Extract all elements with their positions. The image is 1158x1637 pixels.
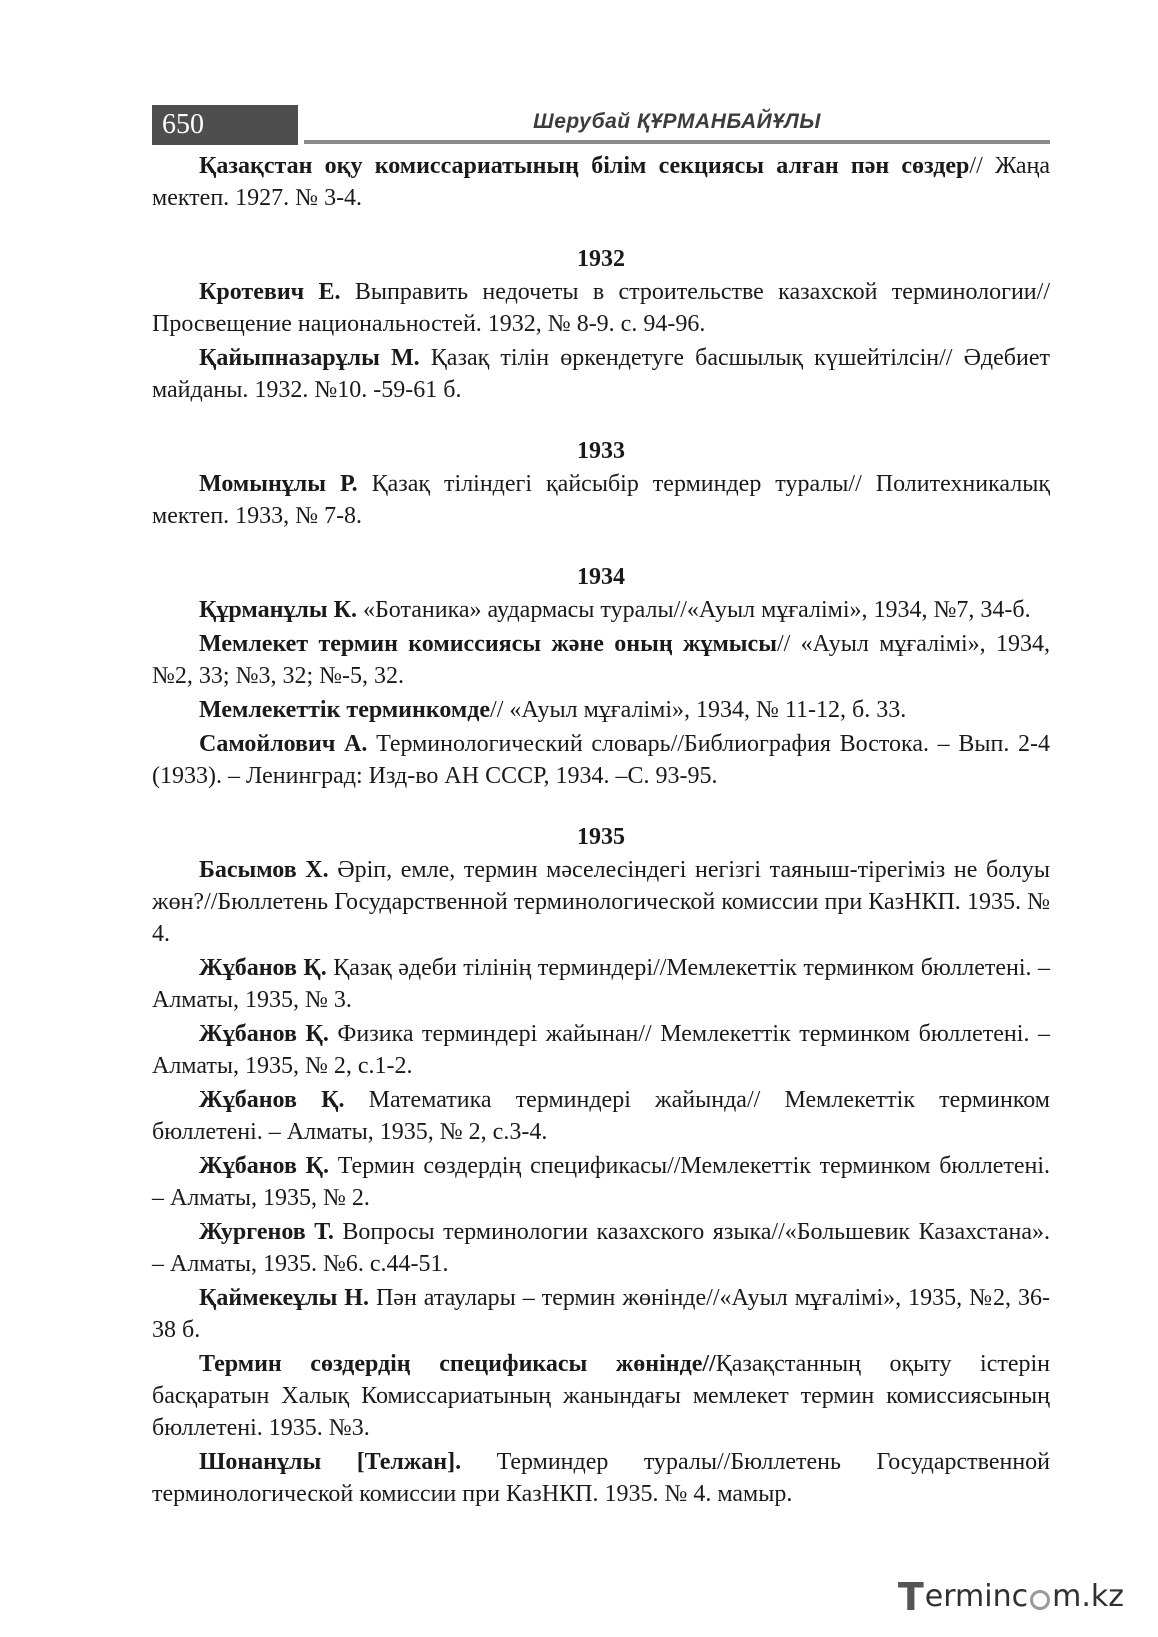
entry-author: Мемлекеттік терминкомде bbox=[199, 697, 491, 723]
entry-author: Жұбанов Қ. bbox=[199, 1087, 345, 1113]
termincom-watermark bbox=[897, 1575, 1124, 1619]
bibliography-entry bbox=[152, 1018, 1050, 1082]
page-number: 650 bbox=[152, 105, 298, 145]
bibliography-entry bbox=[152, 342, 1050, 406]
bibliography-entry bbox=[152, 150, 1050, 214]
bibliography-entry bbox=[152, 1348, 1050, 1444]
entry-citation: Қазақстанның оқыту істерін басқаратын Халық Комиссариатының жанындағы мемлекет термин комиссиясының бюллетені. 1935. №3. bbox=[152, 1351, 1050, 1441]
watermark-text-1: erminc bbox=[924, 1579, 1029, 1614]
entry-author: Самойлович А. bbox=[199, 731, 368, 757]
entry-citation: Қазақ әдеби тілінің терминдері//Мемлекеттік терминком бюллетені. – Алматы, 1935, № 3. bbox=[152, 955, 1050, 1013]
entry-author: Қаймекеұлы Н. bbox=[199, 1285, 369, 1311]
entry-citation: Физика терминдері жайынан// Мемлекеттік терминком бюллетені. – Алматы, 1935, № 2, с.1-2. bbox=[152, 1021, 1050, 1079]
entry-citation: «Ботаника» аудармасы туралы//«Ауыл мұғалімі», 1934, №7, 34-б. bbox=[357, 597, 1031, 623]
bibliography-entry bbox=[152, 1282, 1050, 1346]
bibliography-entry bbox=[152, 854, 1050, 950]
watermark-t: T bbox=[897, 1575, 924, 1619]
entry-citation: Термин сөздердің спецификасы//Мемлекеттік терминком бюллетені. – Алматы, 1935, № 2. bbox=[152, 1153, 1051, 1211]
entry-citation: Қазақ тіліндегі қайсыбір терминдер туралы// Политехникалық мектеп. 1933, № 7-8. bbox=[152, 471, 1051, 529]
entry-citation: Қазақ тілін өркендетуге басшылық күшейтілсін// Әдебиет майданы. 1932. №10. -59-61 б. bbox=[152, 345, 1050, 403]
entry-citation: // «Ауыл мұғалімі», 1934, №2, 33; №3, 32; №-5, 32. bbox=[152, 631, 1051, 689]
entry-author: Қайыпназарұлы М. bbox=[199, 345, 420, 371]
entry-citation: Вопросы терминологии казахского языка//«Большевик Казахстана». – Алматы, 1935. №6. с.44-51. bbox=[152, 1219, 1051, 1277]
entry-citation: Әріп, емле, термин мәселесіндегі негізгі таяныш-тірегіміз не болуы жөн?//Бюллетень Государственной терминологической комиссии при КазНКП. 1935. № 4. bbox=[152, 857, 1051, 947]
entry-author: Термин сөздердің спецификасы жөнінде// bbox=[199, 1351, 716, 1377]
entry-citation: Математика терминдері жайында// Мемлекеттік терминком бюллетені. – Алматы, 1935, № 2, с.3-4. bbox=[152, 1087, 1050, 1145]
year-heading: 1934 bbox=[577, 564, 625, 590]
bibliography-entry bbox=[152, 628, 1050, 692]
entry-author: Жұбанов Қ. bbox=[199, 1153, 330, 1179]
header-rule bbox=[304, 140, 1050, 144]
bibliography-entry bbox=[152, 594, 1050, 626]
watermark-text-2: m.kz bbox=[1052, 1579, 1124, 1614]
entry-citation: Выправить недочеты в строительстве казахской терминологии// Просвещение национальностей. 1932, № 8-9. с. 94-96. bbox=[152, 279, 1050, 337]
year-heading: 1933 bbox=[577, 438, 625, 464]
bibliography-entry bbox=[152, 694, 1050, 726]
bibliography-entry bbox=[152, 1216, 1050, 1280]
entry-author: Жұбанов Қ. bbox=[199, 955, 327, 981]
bibliography-entry bbox=[152, 728, 1050, 792]
running-title: Шерубай ҚҰРМАНБАЙҰЛЫ bbox=[533, 110, 821, 133]
magnifier-icon bbox=[1030, 1590, 1050, 1610]
entry-author: Жургенов Т. bbox=[199, 1219, 334, 1245]
bibliography-list bbox=[152, 150, 1050, 1510]
bibliography-entry bbox=[152, 1150, 1050, 1214]
entry-author: Мемлекет термин комиссиясы және оның жұмысы bbox=[199, 631, 777, 657]
page-header bbox=[152, 105, 1050, 147]
bibliography-entry bbox=[152, 276, 1050, 340]
entry-author: Момынұлы Р. bbox=[199, 471, 358, 497]
entry-author: Шонанұлы [Телжан]. bbox=[199, 1449, 462, 1475]
bibliography-entry bbox=[152, 1446, 1050, 1510]
entry-citation: Терминдер туралы//Бюллетень Государственной терминологической комиссии при КазНКП. 1935. № 4. мамыр. bbox=[152, 1449, 1051, 1507]
bibliography-entry bbox=[152, 1084, 1050, 1148]
bibliography-entry bbox=[152, 468, 1050, 532]
entry-author: Қазақстан оқу комиссариатының білім секциясы алған пән сөздер bbox=[199, 153, 970, 179]
entry-author: Басымов Х. bbox=[199, 857, 329, 883]
year-heading: 1932 bbox=[577, 246, 625, 272]
entry-author: Құрманұлы К. bbox=[199, 597, 358, 623]
entry-author: Жұбанов Қ. bbox=[199, 1021, 329, 1047]
bibliography-entry bbox=[152, 952, 1050, 1016]
entry-citation: // Жаңа мектеп. 1927. № 3-4. bbox=[152, 153, 1051, 211]
entry-citation: Пән атаулары – термин жөнінде//«Ауыл мұғалімі», 1935, №2, 36-38 б. bbox=[152, 1285, 1050, 1343]
entry-author: Кротевич Е. bbox=[199, 279, 341, 305]
entry-citation: Терминологический словарь//Библиография Востока. – Вып. 2-4 (1933). – Ленинград: Изд-во АН СССР, 1934. –С. 93-95. bbox=[152, 731, 1050, 789]
year-heading: 1935 bbox=[577, 824, 625, 850]
entry-citation: // «Ауыл мұғалімі», 1934, № 11-12, б. 33. bbox=[490, 697, 907, 723]
